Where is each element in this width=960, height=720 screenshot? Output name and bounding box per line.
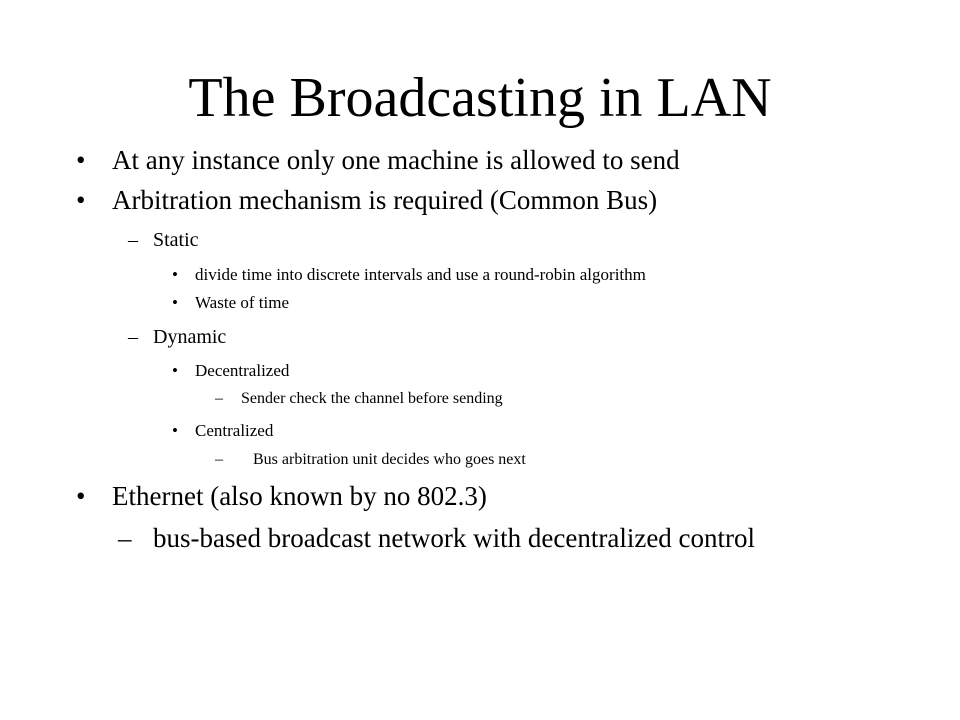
bullet-marker: •: [76, 145, 86, 175]
slide-title: The Broadcasting in LAN: [188, 67, 772, 129]
dash-marker: –: [215, 451, 223, 468]
bullet-marker: •: [172, 421, 178, 440]
bullet-text: Arbitration mechanism is required (Common Bus): [112, 185, 658, 215]
dash-marker: –: [128, 326, 138, 348]
dash-marker: –: [128, 229, 138, 251]
bullet-marker: •: [76, 185, 86, 215]
detail-item-text: Sender check the channel before sending: [241, 390, 503, 407]
bullet-marker: •: [76, 481, 86, 511]
bullet-marker: •: [172, 265, 178, 284]
sub-sub-item-text: Decentralized: [195, 361, 290, 380]
dash-marker: –: [215, 390, 223, 407]
detail-item-text: Bus arbitration unit decides who goes next: [253, 451, 526, 468]
sub-sub-item-text: Waste of time: [195, 293, 289, 312]
bullet-marker: •: [172, 361, 178, 380]
sub-item-text: Dynamic: [153, 326, 227, 348]
sub-sub-item-text: divide time into discrete intervals and use a round-robin algorithm: [195, 265, 646, 284]
sub-sub-item-text: Centralized: [195, 421, 274, 440]
bullet-text: Ethernet (also known by no 802.3): [112, 481, 487, 511]
bullet-marker: •: [172, 293, 178, 312]
sub-item-text: Static: [153, 229, 199, 251]
sub-item-text: bus-based broadcast network with decentralized control: [153, 523, 756, 553]
bullet-text: At any instance only one machine is allowed to send: [112, 145, 680, 175]
dash-marker: –: [118, 523, 132, 553]
